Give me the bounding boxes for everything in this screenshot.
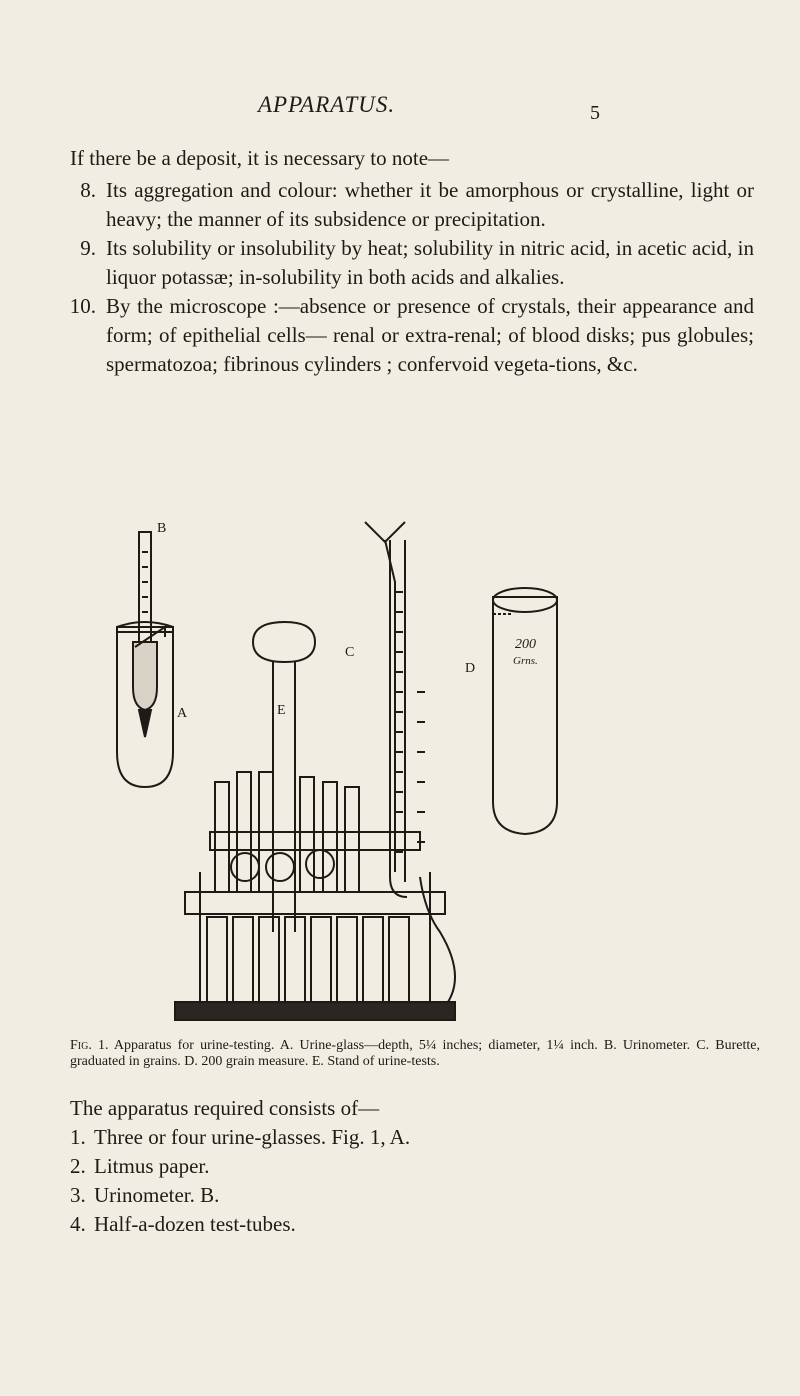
apparatus-item [70,1181,750,1210]
note-number: 10. [69,294,96,318]
apparatus-heading: The apparatus required consists of— [70,1096,380,1120]
apparatus-number: 1. [70,1125,86,1149]
apparatus-figure [95,512,575,1032]
page-number: 5 [590,102,600,124]
intro-paragraph: If there be a deposit, it is necessary to note— [70,146,450,170]
label-e: E [277,703,286,718]
figure-caption [70,1038,760,1070]
label-d: D [465,661,476,676]
caption-text: Apparatus for urine-testing. A. Urine-glass—depth, 5¼ inches; diameter, 1¼ inch. B. Urinometer. C. Burette, graduated in grains. D. 200 grain measure. E. Stand of urine-tests. [70,1038,761,1069]
apparatus-text: Urinometer. B. [94,1183,220,1207]
note-number: 8. [80,178,96,202]
caption-lead: Fig. 1. [70,1038,109,1053]
note-text: Its solubility or insolubility by heat; solubility in nitric acid, in acetic acid, in liquor potassæ; in-solubility in both acids and alkalies. [106,236,754,289]
running-head [0,92,800,126]
apparatus-number: 4. [70,1212,86,1236]
note-item-10 [62,292,754,379]
label-b: B [157,521,167,536]
test-stand-e [175,622,455,1020]
apparatus-text: Half-a-dozen test-tubes. [94,1212,296,1236]
running-title: APPARATUS. [258,92,396,117]
apparatus-item [70,1152,750,1181]
apparatus-section [70,1094,750,1239]
grain-measure-d [493,588,557,834]
apparatus-number: 3. [70,1183,86,1207]
apparatus-text: Litmus paper. [94,1154,210,1178]
label-a: A [177,706,188,721]
note-text: By the microscope :—absence or presence of crystals, their appearance and form; of epithelial cells— renal or extra-renal; of blood disks; pus globules; spermatozoa; fibrinous cylinders ; confervoid vegeta-tions, &c. [106,294,754,376]
label-measure: 200 [515,637,536,652]
apparatus-number: 2. [70,1154,86,1178]
apparatus-list [70,1123,750,1239]
urinometer-b [133,532,165,737]
note-text: Its aggregation and colour: whether it be amorphous or crystalline, light or heavy; the manner of its subsidence or precipitation. [106,178,754,231]
note-number: 9. [80,236,96,260]
note-item-8 [62,176,754,234]
label-c: C [345,645,355,660]
apparatus-illustration [95,512,575,1032]
apparatus-item [70,1123,750,1152]
note-list [62,176,754,379]
note-item-9 [62,234,754,292]
apparatus-text: Three or four urine-glasses. Fig. 1, A. [94,1125,411,1149]
label-measure-unit: Grns. [513,655,538,667]
apparatus-item [70,1210,750,1239]
